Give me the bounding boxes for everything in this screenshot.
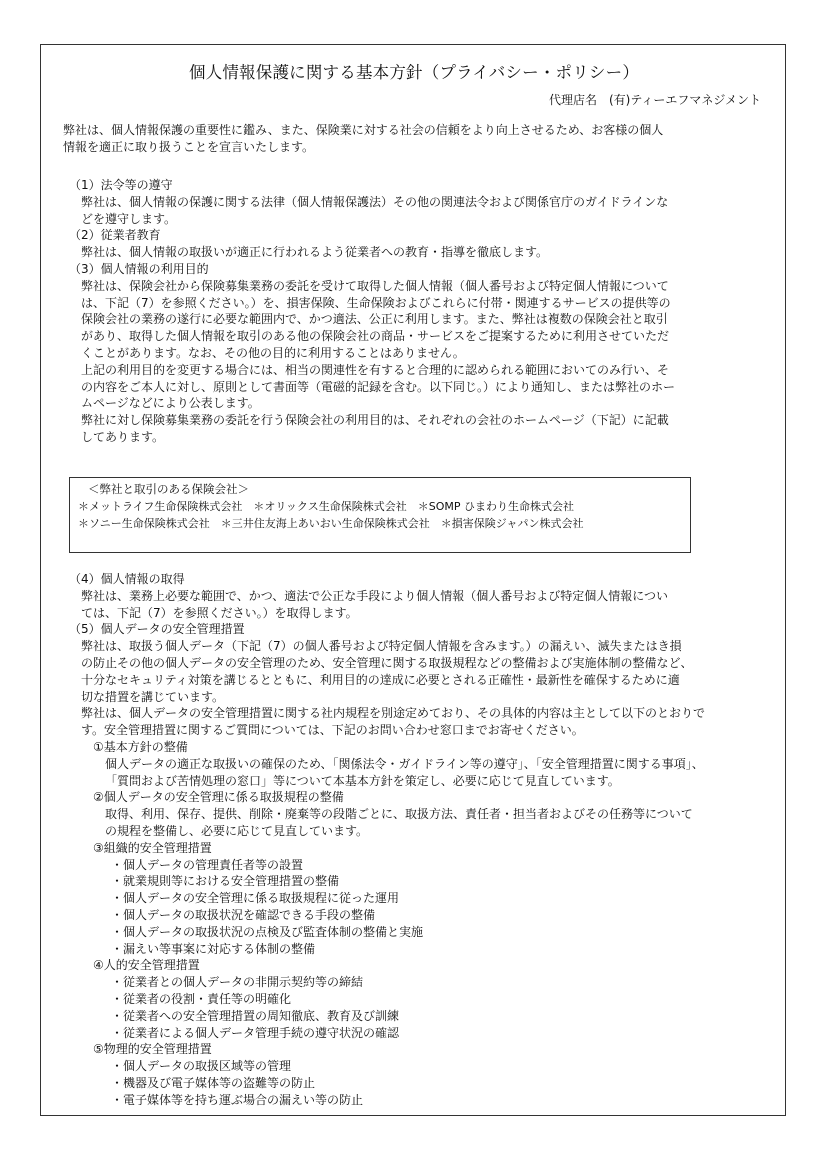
section-3-line: 保険会社の業務の遂行に必要な範囲内で、かつ適法、公正に利用します。また、弊社は複数の保険会社と取引 (81, 312, 668, 327)
bullet-item: ・機器及び電子媒体等の盗難等の防止 (111, 1075, 316, 1090)
bullet-item: ・個人データの取扱状況の点検及び監査体制の整備と実施 (111, 924, 424, 939)
section-4-line: ては、下記（7）を参照ください。）を取得します。 (81, 605, 358, 620)
section-1-line: どを遵守します。 (81, 211, 177, 226)
section-3-line: の内容をご本人に対し、原則として書面等（電磁的記録を含む。以下同じ。）により通知し、または弊社のホー (81, 379, 676, 394)
section-3-line: は、下記（7）を参照ください。）を、損害保険、生命保険およびこれらに付帯・関連するサービスの提供等の (81, 295, 671, 310)
section-5-line: の防止その他の個人データの安全管理のため、安全管理に関する取扱規程などの整備および実施体制の整備など、 (81, 655, 693, 670)
section-5-line: 弊社は、個人データの安全管理措置に関する社内規程を別途定めており、その具体的内容は主として以下のとおりで (81, 706, 706, 721)
subsection-heading-3: ③組織的安全管理措置 (93, 840, 212, 855)
bullet-item: ・従業者への安全管理措置の周知徹底、教育及び訓練 (111, 1008, 400, 1023)
bullet-item: ・個人データの取扱区域等の管理 (111, 1059, 292, 1074)
bullet-item: ・従業者による個人データ管理手続の遵守状況の確認 (111, 1025, 400, 1040)
bullet-item: ・電子媒体等を持ち運ぶ場合の漏えい等の防止 (111, 1092, 364, 1107)
section-4-line: 弊社は、業務上必要な範囲で、かつ、適法で公正な手段により個人情報（個人番号および特定個人情報につい (81, 588, 669, 603)
subsection-2-line: の規程を整備し、必要に応じて見直しています。 (105, 823, 369, 838)
section-5-line: 切な措置を講じています。 (81, 689, 225, 704)
insurers-title: ＜弊社と取引のある保険会社＞ (88, 482, 249, 496)
subsection-2-line: 取得、利用、保存、提供、削除・廃棄等の段階ごとに、取扱方法、責任者・担当者およびその任務等について (105, 807, 693, 822)
section-5-line: す。安全管理措置に関するご質問については、下記のお問い合わせ窓口までお寄せください。 (81, 723, 584, 738)
intro-line: 情報を適正に取り扱うことを宣言いたします。 (63, 139, 315, 154)
section-5-line: 弊社は、取扱う個人データ（下記（7）の個人番号および特定個人情報を含みます。）の漏えい、滅失またはき損 (81, 639, 682, 654)
intro-paragraph (63, 122, 771, 156)
bullet-item: ・個人データの安全管理に係る取扱規程に従った運用 (111, 891, 400, 906)
section-heading-1: （1）法令等の遵守 (69, 178, 173, 192)
bullet-item: ・個人データの取扱状況を確認できる手段の整備 (111, 907, 376, 922)
insurers-box (69, 477, 691, 553)
bullet-item: ・就業規則等における安全管理措置の整備 (111, 874, 340, 889)
section-heading-3: （3）個人情報の利用目的 (69, 261, 209, 276)
subsection-heading-5: ⑤物理的安全管理措置 (93, 1042, 212, 1057)
section-3-line: くことがあります。なお、その他の目的に利用することはありません。 (81, 345, 465, 360)
insurers-row: ＊メットライフ生命保険株式会社 ＊オリックス生命保険株式会社 ＊SOMP ひまわり生命株式会社 (78, 500, 575, 513)
section-1-line: 弊社は、個人情報の保護に関する法律（個人情報保護法）その他の関連法令および関係官庁のガイドラインな (81, 194, 669, 209)
subsection-1-line: 個人データの適正な取扱いの確保のため、「関係法令・ガイドライン等の遵守」、「安全管理措置に関する事項」、 (105, 756, 704, 771)
page-title: 個人情報保護に関する基本方針（プライバシー・ポリシー） (188, 63, 640, 82)
section-3-line: 上記の利用目的を変更する場合には、相当の関連性を有すると合理的に認められる範囲においてのみ行い、そ (81, 362, 670, 377)
section-heading-5: （5）個人データの安全管理措置 (69, 622, 245, 637)
bullet-item: ・従業者との個人データの非開示契約等の締結 (111, 975, 364, 990)
section-3-line: してあります。 (81, 429, 165, 444)
section-heading-2: （2）従業者教育 (69, 228, 161, 243)
section-3-line: があり、取得した個人情報を取引のある他の保険会社の商品・サービスをご提案するために利用させていただ (81, 329, 670, 344)
section-3-line: 弊社は、保険会社から保険募集業務の委託を受けて取得した個人情報（個人番号および特定個人情報について (81, 278, 669, 293)
document-frame (40, 44, 786, 1116)
section-3-line: ムページなどにより公表します。 (81, 396, 260, 411)
bullet-item: ・個人データの管理責任者等の設置 (111, 857, 304, 872)
subsection-heading-2: ②個人データの安全管理に係る取扱規程の整備 (93, 790, 344, 805)
bullet-item: ・漏えい等事案に対応する体制の整備 (111, 941, 316, 956)
agent-name: 代理店名 (有)ティーエフマネジメント (548, 93, 761, 107)
insurers-row: ＊ソニー生命保険株式会社 ＊三井住友海上あいおい生命保険株式会社 ＊損害保険ジャパン株式会社 (78, 517, 584, 530)
section-heading-4: （4）個人情報の取得 (69, 572, 185, 586)
section-2-line: 弊社は、個人情報の取扱いが適正に行われるよう従業者への教育・指導を徹底します。 (81, 245, 549, 260)
subsection-1-line: 「質問および苦情処理の窓口」等について本基本方針を策定し、必要に応じて見直しています。 (105, 773, 620, 788)
section-3-line: 弊社に対し保険募集業務の委託を行う保険会社の利用目的は、それぞれの会社のホームページ（下記）に記載 (81, 413, 669, 428)
bullet-item: ・従業者の役割・責任等の明確化 (111, 991, 292, 1006)
sections-1-3 (69, 177, 769, 446)
subsection-heading-1: ①基本方針の整備 (93, 739, 188, 754)
subsection-heading-4: ④人的安全管理措置 (93, 958, 200, 973)
section-5-line: 十分なセキュリティ対策を講じるとともに、利用目的の達成に必要とされる正確性・最新性を確保するために適 (81, 672, 680, 687)
sections-4-5 (69, 571, 771, 1109)
intro-line: 弊社は、個人情報保護の重要性に鑑み、また、保険業に対する社会の信頼をより向上させるため、お客様の個人 (63, 123, 664, 137)
